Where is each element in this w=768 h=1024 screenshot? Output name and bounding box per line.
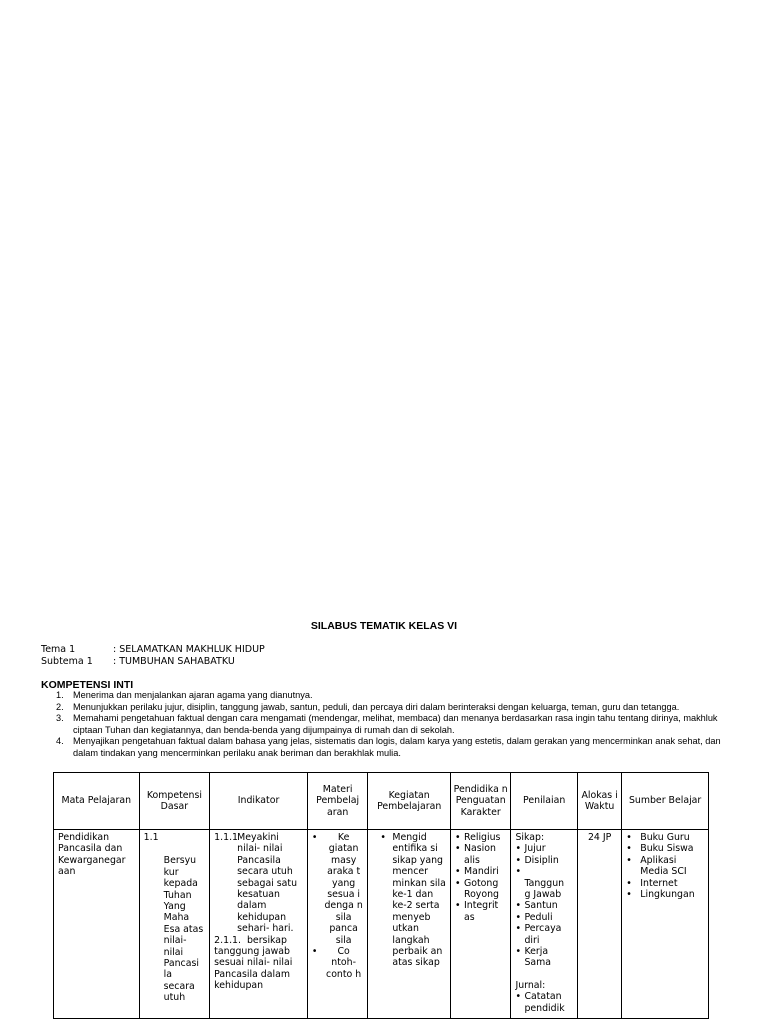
penilaian-item: • Catatan pendidik: [515, 991, 573, 1014]
karakter-item: • Religius: [455, 832, 506, 843]
indikator-number: 2.1.1.: [214, 934, 242, 946]
header-penilaian: Penilaian: [511, 773, 578, 830]
header-karakter: Pendidika n Penguatan Karakter: [450, 773, 510, 830]
indikator-item: [214, 832, 303, 935]
karakter-list: [455, 832, 506, 923]
karakter-item: • Integrit as: [455, 900, 506, 923]
header-kegiatan: Kegiatan Pembelajaran: [368, 773, 451, 830]
karakter-item: • Gotong Royong: [455, 878, 506, 901]
ki-item: [56, 690, 746, 702]
ki-number: 1.: [56, 690, 64, 700]
cell-sumber-belajar: [622, 830, 709, 1019]
sumber-item: • Lingkungan: [626, 889, 704, 900]
header-materi: Materi Pembelaj aran: [307, 773, 367, 830]
penilaian-item: [515, 866, 573, 900]
header-kompetensi-dasar: Kompetensi Dasar: [139, 773, 210, 830]
tema-label: Tema 1: [41, 644, 76, 655]
sumber-list: [626, 832, 704, 900]
ki-item: [56, 713, 746, 736]
cell-kompetensi-dasar: [139, 830, 210, 1019]
kd-number: 1.1: [143, 832, 159, 843]
silabus-table: [53, 772, 709, 1019]
ki-item: [56, 702, 746, 714]
kd-text: Bersyu kur kepada Tuhan Yang Maha Esa atas nilai- nilai Pancasi la secara utuh: [163, 855, 204, 1004]
karakter-item: • Nasion alis: [455, 843, 506, 866]
ki-text: Menyajikan pengetahuan faktual dalam bahasa yang jelas, sistematis dan logis, dalam karya yang estetis, dalam gerakan yang mencerminkan anak sehat, dan dalam tindakan yang mencerminkan perilaku anak beriman dan berakhlak mulia.: [73, 736, 721, 758]
indikator-text: bersikap tanggung jawab sesuai nilai- nilai Pancasila dalam kehidupan: [214, 934, 293, 992]
table-row: [54, 830, 709, 1019]
penilaian-sikap-label: Sikap:: [515, 832, 545, 843]
penilaian-item: • Santun: [515, 900, 573, 911]
ki-item: [56, 736, 746, 759]
sumber-item: • Aplikasi Media SCI: [626, 855, 704, 878]
subtema-value: : TUMBUHAN SAHABATKU: [113, 656, 235, 667]
indikator-item: [214, 935, 303, 992]
kegiatan-list: [372, 832, 446, 969]
cell-mata-pelajaran: Pendidikan Pancasila dan Kewarganegar aan: [54, 830, 140, 1019]
penilaian-item: • Kerja Sama: [515, 946, 573, 969]
ki-number: 3.: [56, 713, 64, 723]
sumber-item: • Buku Guru: [626, 832, 704, 843]
sumber-item: • Internet: [626, 878, 704, 889]
penilaian-item: • Percaya diri: [515, 923, 573, 946]
document-title: SILABUS TEMATIK KELAS VI: [310, 620, 458, 632]
indikator-text: Meyakini nilai- nilai Pancasila secara utuh sebagai satu kesatuan dalam kehidupan sehari- hari.: [237, 832, 298, 935]
header-indikator: Indikator: [210, 773, 308, 830]
penilaian-sikap-list: [515, 843, 573, 968]
cell-alokasi-waktu: 24 JP: [577, 830, 621, 1019]
tema-value: : SELAMATKAN MAKHLUK HIDUP: [113, 644, 265, 655]
ki-number: 4.: [56, 736, 64, 746]
header-sumber-belajar: Sumber Belajar: [622, 773, 709, 830]
table-header-row: [54, 773, 709, 830]
penilaian-jurnal-label: Jurnal:: [515, 979, 546, 991]
penilaian-item: • Jujur: [515, 843, 573, 854]
subtema-label: Subtema 1: [41, 656, 93, 667]
kompetensi-inti-heading: KOMPETENSI INTI: [41, 679, 134, 691]
ki-text: Menunjukkan perilaku jujur, disiplin, tanggung jawab, santun, peduli, dan percaya diri dalam berinteraksi dengan keluarga, teman, guru dan tetangga.: [73, 701, 680, 712]
subtema-line: [41, 656, 235, 667]
header-mata-pelajaran: Mata Pelajaran: [54, 773, 140, 830]
cell-karakter: [450, 830, 510, 1019]
tema-line: [41, 644, 265, 655]
ki-text: Memahami pengetahuan faktual dengan cara mengamati (mendengar, melihat, membaca) dan menanya berdasarkan rasa ingin tahu tentang dirinya, makhluk ciptaan Tuhan dan kegiatannya, dan benda-benda yang dijumpainya di rumah dan di sekolah.: [73, 713, 718, 735]
ki-number: 2.: [56, 701, 64, 712]
indikator-number: 1.1.1: [214, 832, 239, 843]
penilaian-jurnal-list: [515, 991, 573, 1014]
cell-kegiatan: [368, 830, 451, 1019]
materi-item: • Ke giatan masy araka t yang sesua i denga n sila panca sila: [312, 832, 363, 946]
kegiatan-item: • Mengid entifika si sikap yang mencer minkan sila ke-1 dan ke-2 serta menyeb utkan langkah perbaik an atas sikap: [380, 832, 446, 969]
header-alokasi-waktu: Alokas i Waktu: [577, 773, 621, 830]
cell-penilaian: [511, 830, 578, 1019]
cell-materi: [307, 830, 367, 1019]
kompetensi-inti-list: [56, 690, 746, 759]
sumber-item: • Buku Siswa: [626, 843, 704, 854]
penilaian-item: • Disiplin: [515, 855, 573, 866]
penilaian-item: • Peduli: [515, 912, 573, 923]
penilaian-item-text: Tanggun g Jawab: [524, 877, 565, 901]
materi-item: • Co ntoh- conto h: [312, 946, 363, 980]
cell-indikator: [210, 830, 308, 1019]
karakter-item: • Mandiri: [455, 866, 506, 877]
ki-text: Menerima dan menjalankan ajaran agama yang dianutnya.: [73, 690, 313, 700]
materi-list: [312, 832, 363, 980]
